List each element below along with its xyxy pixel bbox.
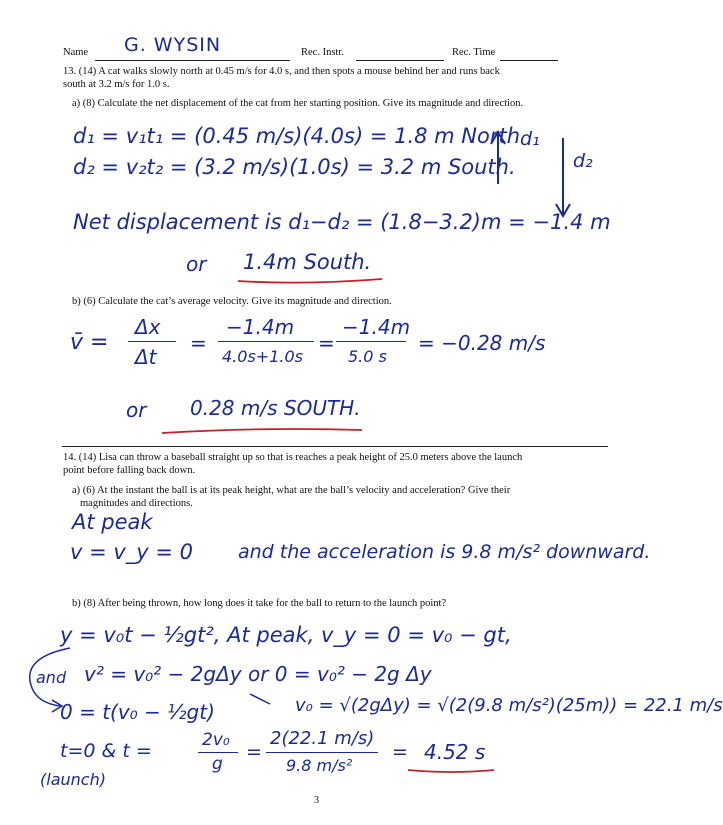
q13b-fracbar2 (218, 341, 314, 342)
q14b-line1: y = v₀t − ½gt², At peak, v_y = 0 = v₀ − gt, (60, 623, 512, 647)
curved-arrow (30, 648, 70, 706)
q13b-eq2: = (318, 331, 335, 355)
q14b-fracbar1 (198, 752, 238, 753)
q14b-frac2-num: 2(22.1 m/s) (270, 728, 375, 749)
rec-instr-underline (356, 60, 444, 61)
rec-time-underline (500, 60, 558, 61)
q13b-result: = −0.28 m/s (418, 331, 546, 355)
q13b-vbar: v̄ = (70, 330, 109, 355)
q14b-frac1-num: 2v₀ (202, 730, 230, 750)
arrow-label-d1: d₁ (520, 128, 540, 150)
q14b-line3b: v₀ = √(2gΔy) = √(2(9.8 m/s²)(25m)) = 22.1 m/s (295, 695, 723, 716)
q14b-eq: = (246, 741, 262, 763)
q13b-den3: 5.0 s (348, 347, 387, 366)
name-label: Name (63, 47, 89, 58)
q14-prompt-line2: point before falling back down. (63, 465, 196, 476)
name-value: G. WYSIN (124, 34, 222, 56)
q13b-eq1: = (190, 331, 207, 355)
q13-prompt-line2: south at 3.2 m/s for 1.0 s. (63, 79, 170, 90)
q13b-den1: Δt (135, 345, 157, 369)
q13a-line1: d₁ = v₁t₁ = (0.45 m/s)(4.0s) = 1.8 m North (73, 124, 521, 148)
q13a-line2: d₂ = v₂t₂ = (3.2 m/s)(1.0s) = 3.2 m South. (73, 155, 516, 179)
q13b-fracbar1 (128, 341, 176, 342)
question-divider (62, 446, 608, 447)
q13b-num3: −1.4m (342, 315, 411, 339)
q14b-frac1-den: g (212, 754, 223, 774)
q14b-answer: 4.52 s (424, 740, 486, 764)
small-arrow (250, 694, 270, 704)
q14-part-a-line2: magnitudes and directions. (80, 498, 193, 509)
q14b-line4a: t=0 & t = (60, 740, 152, 762)
q13b-answer: 0.28 m/s SOUTH. (190, 396, 361, 420)
arrow-label-d2: d₂ (573, 150, 593, 172)
q14b-line3: 0 = t(v₀ − ½gt) (60, 700, 215, 724)
q13a-answer-underline (236, 276, 386, 286)
q14b-result-eq: = (392, 741, 408, 763)
q14-part-b: b) (8) After being thrown, how long does it take for the ball to return to the launch point? (72, 598, 447, 609)
name-underline (95, 60, 290, 61)
q14b-launch: (launch) (40, 770, 106, 789)
q14b-line2-and: and (36, 668, 67, 687)
q13-part-a: a) (8) Calculate the net displacement of the cat from her starting position. Give its magnitude and direction. (72, 98, 524, 109)
q14b-fracbar2 (266, 752, 378, 753)
q13b-or: or (126, 398, 147, 422)
q13a-or: or (186, 252, 207, 276)
q13-prompt-line1: 13. (14) A cat walks slowly north at 0.45 m/s for 4.0 s, and then spots a mouse behind her and runs back (63, 66, 500, 77)
q13b-fracbar3 (336, 341, 406, 342)
q13b-den2: 4.0s+1.0s (222, 347, 303, 366)
up-arrow (491, 132, 505, 184)
q14a-line1: At peak (72, 510, 153, 534)
q13a-answer: 1.4m South. (243, 250, 372, 274)
page-number: 3 (314, 795, 319, 806)
q14b-answer-underline (406, 766, 496, 776)
q14-part-a-line1: a) (6) At the instant the ball is at its peak height, what are the ball’s velocity and acceleration? Give their (72, 485, 511, 496)
q14a-line2b: and the acceleration is 9.8 m/s² downward. (238, 541, 651, 563)
rec-instr-label: Rec. Instr. (301, 47, 344, 58)
q14-prompt-line1: 14. (14) Lisa can throw a baseball straight up so that is reaches a peak height of 25.0 meters above the launch (63, 452, 523, 463)
q14b-frac2-den: 9.8 m/s² (286, 756, 353, 775)
rec-time-label: Rec. Time (452, 47, 496, 58)
q13b-num2: −1.4m (226, 315, 295, 339)
q14b-line2: v² = v₀² − 2gΔy or 0 = v₀² − 2g Δy (84, 662, 432, 686)
q13b-num1: Δx (135, 315, 161, 339)
down-arrow (556, 138, 570, 216)
q13a-line3: Net displacement is d₁−d₂ = (1.8−3.2)m = −1.4 m (73, 210, 611, 234)
q13b-answer-underline (160, 425, 365, 437)
q14a-line2: v = v_y = 0 (70, 540, 194, 564)
q13-part-b: b) (6) Calculate the cat’s average velocity. Give its magnitude and direction. (72, 296, 392, 307)
